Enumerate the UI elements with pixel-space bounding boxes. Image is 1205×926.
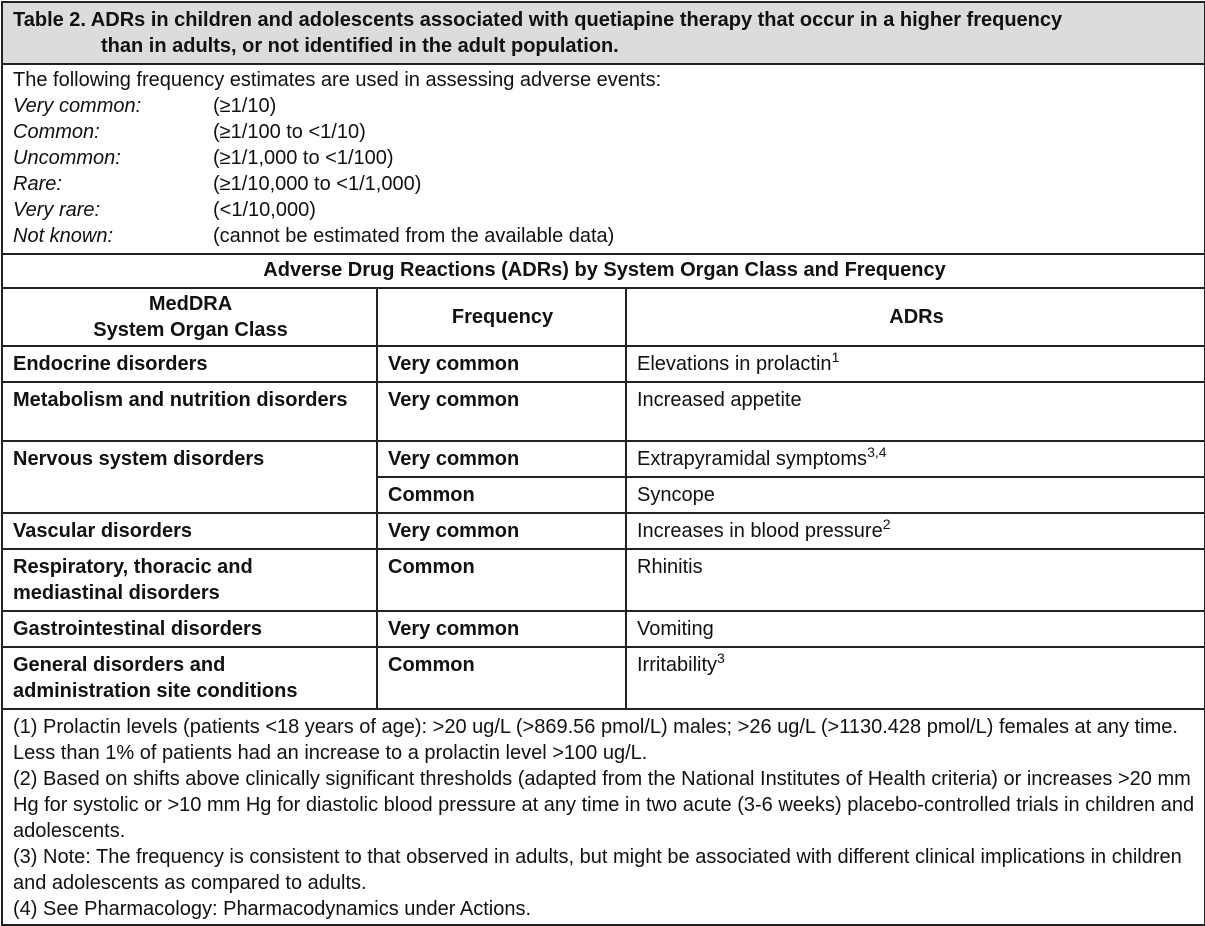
frequency-cell: Very common <box>377 513 626 549</box>
legend-range: (≥1/1,000 to <1/100) <box>213 147 394 169</box>
legend-term: Uncommon: <box>13 147 121 169</box>
soc-cell: Gastrointestinal disorders <box>2 611 377 647</box>
legend-term: Very common: <box>13 95 142 117</box>
adr-cell <box>626 441 1205 477</box>
adr-table <box>1 1 1205 926</box>
legend-term: Very rare: <box>13 199 101 221</box>
caption-line-1: Table 2. ADRs in children and adolescents associated with quetiapine therapy that occur in a higher frequency <box>13 9 1063 31</box>
adr-cell <box>626 549 1205 611</box>
adr-cell <box>626 346 1205 382</box>
section-heading: Adverse Drug Reactions (ADRs) by System Organ Class and Frequency <box>2 254 1205 288</box>
frequency-cell: Common <box>377 477 626 513</box>
column-header-soc-line-1: MedDRA <box>148 293 233 315</box>
table-row <box>2 549 1205 611</box>
adr-text: Extrapyramidal symptoms <box>637 448 868 470</box>
column-header-soc-line-2: System Organ Class <box>93 319 288 341</box>
table-caption-row <box>2 2 1205 64</box>
legend-item <box>13 93 1196 119</box>
frequency-cell: Common <box>377 549 626 611</box>
frequency-cell: Very common <box>377 441 626 477</box>
table-caption <box>2 2 1205 64</box>
footnote: (2) Based on shifts above clinically significant thresholds (adapted from the National Institutes of Health criteria) or increases >20 mm Hg for systolic or >10 mm Hg for diastolic blood pressure at any time in two acute (3-6 weeks) placebo-controlled trials in children and adolescents. <box>13 768 1195 842</box>
adr-cell <box>626 382 1205 441</box>
table-row <box>2 647 1205 709</box>
column-header-adrs: ADRs <box>626 288 1205 346</box>
table-row <box>2 382 1205 441</box>
legend-term: Rare: <box>13 173 62 195</box>
footnote: (4) See Pharmacology: Pharmacodynamics under Actions. <box>13 898 532 920</box>
column-header-soc <box>2 288 377 346</box>
adr-text: Syncope <box>637 484 715 506</box>
adr-cell <box>626 477 1205 513</box>
legend-item <box>13 145 1196 171</box>
soc-cell: Vascular disorders <box>2 513 377 549</box>
adr-text: Rhinitis <box>637 556 703 578</box>
frequency-cell: Very common <box>377 611 626 647</box>
legend-intro: The following frequency estimates are used in assessing adverse events: <box>13 69 662 91</box>
legend-term: Not known: <box>13 225 114 247</box>
legend-item <box>13 197 1196 223</box>
legend-range: (≥1/10) <box>213 95 277 117</box>
legend-range: (≥1/100 to <1/10) <box>213 121 366 143</box>
footnotes-row <box>2 709 1205 925</box>
legend-item <box>13 223 1196 249</box>
table-row <box>2 513 1205 549</box>
soc-cell: General disorders and administration site conditions <box>2 647 377 709</box>
caption-line-2: than in adults, or not identified in the adult population. <box>101 35 619 57</box>
soc-cell: Respiratory, thoracic and mediastinal disorders <box>2 549 377 611</box>
table-row <box>2 611 1205 647</box>
footnote: (1) Prolactin levels (patients <18 years of age): >20 ug/L (>869.56 pmol/L) males; >26 ug/L (>1130.428 pmol/L) females at any time. Less than 1% of patients had an increase to a prolactin level >100 ug/L. <box>13 716 1178 764</box>
soc-cell: Nervous system disorders <box>2 441 377 513</box>
table-row <box>2 441 1205 477</box>
legend-item <box>13 171 1196 197</box>
footnote-ref: 3,4 <box>867 444 887 460</box>
column-header-frequency: Frequency <box>377 288 626 346</box>
frequency-legend <box>2 64 1205 254</box>
legend-range: (<1/10,000) <box>213 199 316 221</box>
adr-cell <box>626 513 1205 549</box>
section-heading-row <box>2 254 1205 288</box>
adr-text: Increased appetite <box>637 389 802 411</box>
soc-cell: Endocrine disorders <box>2 346 377 382</box>
adr-text: Increases in blood pressure <box>637 520 883 542</box>
footnote-ref: 3 <box>717 650 725 666</box>
footnote-ref: 2 <box>882 516 891 532</box>
frequency-legend-row <box>2 64 1205 254</box>
adr-text: Vomiting <box>637 618 714 640</box>
column-header-row <box>2 288 1205 346</box>
table-row <box>2 346 1205 382</box>
soc-cell: Metabolism and nutrition disorders <box>2 382 377 441</box>
legend-range: (≥1/10,000 to <1/1,000) <box>213 173 422 195</box>
footnotes <box>2 709 1205 925</box>
adr-cell <box>626 611 1205 647</box>
footnote: (3) Note: The frequency is consistent to that observed in adults, but might be associated with different clinical implications in children and adolescents as compared to adults. <box>13 846 1182 894</box>
frequency-cell: Very common <box>377 382 626 441</box>
frequency-cell: Common <box>377 647 626 709</box>
legend-term: Common: <box>13 121 100 143</box>
adr-cell <box>626 647 1205 709</box>
adr-text: Elevations in prolactin <box>637 353 832 375</box>
adr-text: Irritability <box>637 654 718 676</box>
frequency-cell: Very common <box>377 346 626 382</box>
legend-range: (cannot be estimated from the available data) <box>213 225 615 247</box>
legend-item <box>13 119 1196 145</box>
footnote-ref: 1 <box>831 349 840 365</box>
